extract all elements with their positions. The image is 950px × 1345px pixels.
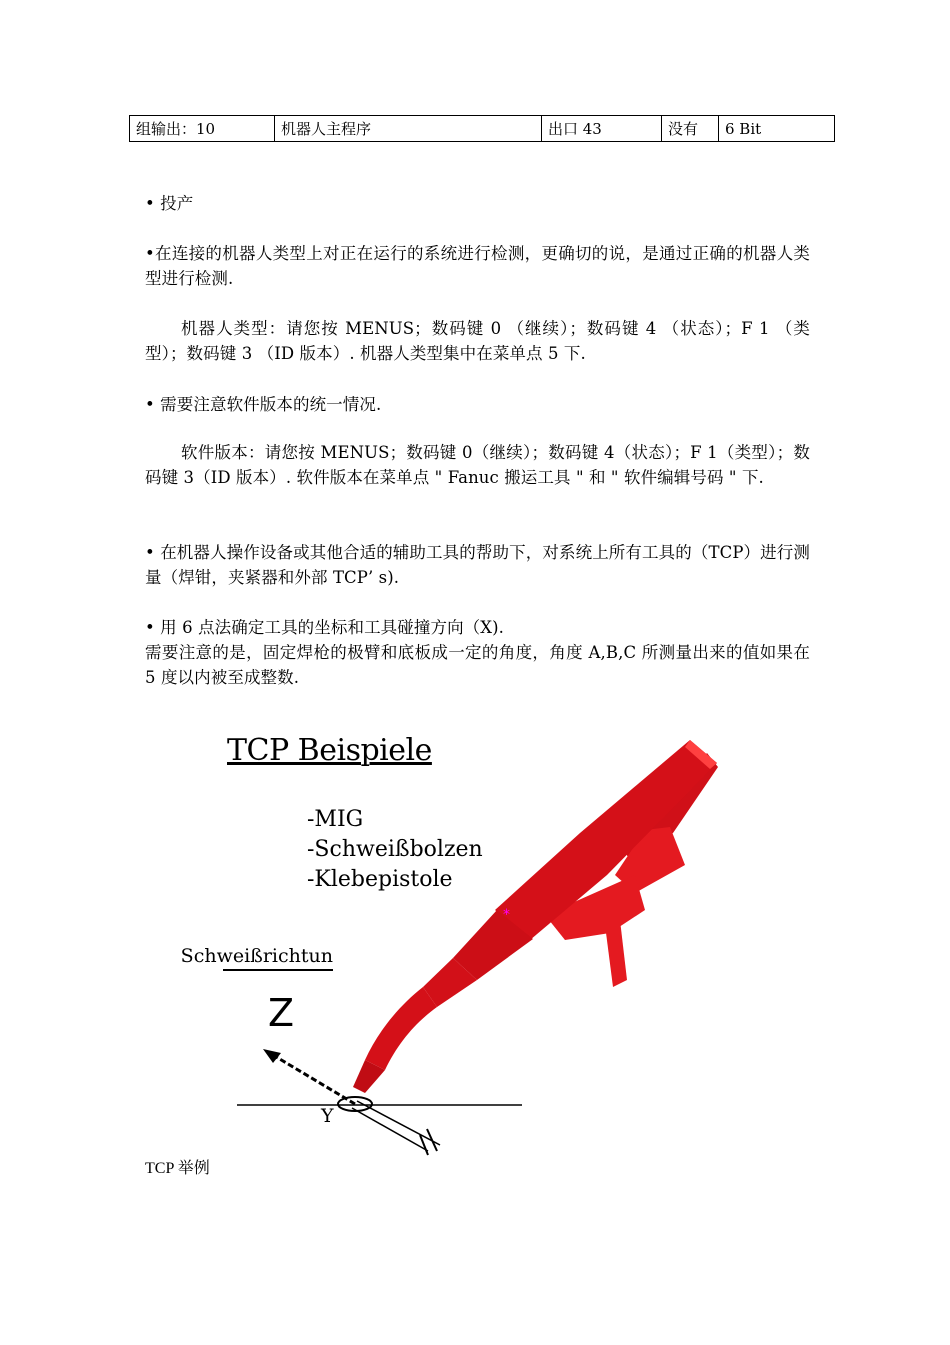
io-table <box>129 115 835 142</box>
paragraph-robot-type-check: •在连接的机器人类型上对正在运行的系统进行检测，更确切的说，是通过正确的机器人类型进行检测. <box>145 244 810 288</box>
table-cell-group-output: 组输出：10 <box>130 116 275 142</box>
weld-direction-line <box>357 1101 440 1145</box>
table-cell-bits: 6 Bit <box>719 116 835 142</box>
bullet-software-version: • 需要注意软件版本的统一情况. <box>145 395 382 414</box>
figure-item-mig: -MIG <box>307 807 364 832</box>
table-cell-program: 机器人主程序 <box>275 116 542 142</box>
welding-torch <box>353 740 718 1093</box>
figure-title: TCP Beispiele <box>227 733 432 768</box>
z-arrow-head-icon <box>263 1049 281 1063</box>
tcp-figure <box>180 725 725 1165</box>
paragraph-angle-note: 需要注意的是，固定焊枪的极臂和底板成一定的角度，角度 A,B,C 所测量出来的值如果在 5 度以内被至成整数. <box>145 643 810 687</box>
paragraph-software-version-menu: 软件版本：请您按 MENUS；数码键 0（继续）；数码键 4（状态）；F 1（类型）；数码键 3（ID 版本）. 软件版本在菜单点 " Fanuc 搬运工具 " 和 " 软件编辑号码 " 下. <box>145 443 810 487</box>
figure-caption: TCP 举例 <box>145 1160 210 1177</box>
marker-icon: * <box>503 907 510 923</box>
table-row <box>130 116 835 142</box>
paragraph-robot-type-menu: 机器人类型：请您按 MENUS；数码键 0 （继续）；数码键 4 （状态）；F 1 （类型）；数码键 3 （ID 版本）. 机器人类型集中在菜单点 5 下. <box>145 319 810 363</box>
bullet-six-point: • 用 6 点法确定工具的坐标和工具碰撞方向（X). <box>145 618 504 637</box>
figure-item-glue: -Klebepistole <box>307 867 453 892</box>
y-axis-label: Y <box>321 1105 334 1127</box>
weld-direction-label: Schweißrichtun <box>223 945 333 971</box>
figure-item-stud: -Schweißbolzen <box>307 837 483 862</box>
weld-direction-line <box>352 1108 428 1151</box>
z-axis-arrow <box>273 1055 355 1104</box>
table-cell-outlet: 出口 43 <box>542 116 662 142</box>
bullet-commissioning: • 投产 <box>145 194 194 213</box>
table-cell-none: 没有 <box>662 116 719 142</box>
paragraph-tcp-measure: • 在机器人操作设备或其他合适的辅助工具的帮助下，对系统上所有工具的（TCP）进行测量（焊钳，夹紧器和外部 TCP’ s). <box>145 543 810 587</box>
z-axis-label: Z <box>268 991 295 1035</box>
weld-direction-tick <box>427 1129 437 1151</box>
